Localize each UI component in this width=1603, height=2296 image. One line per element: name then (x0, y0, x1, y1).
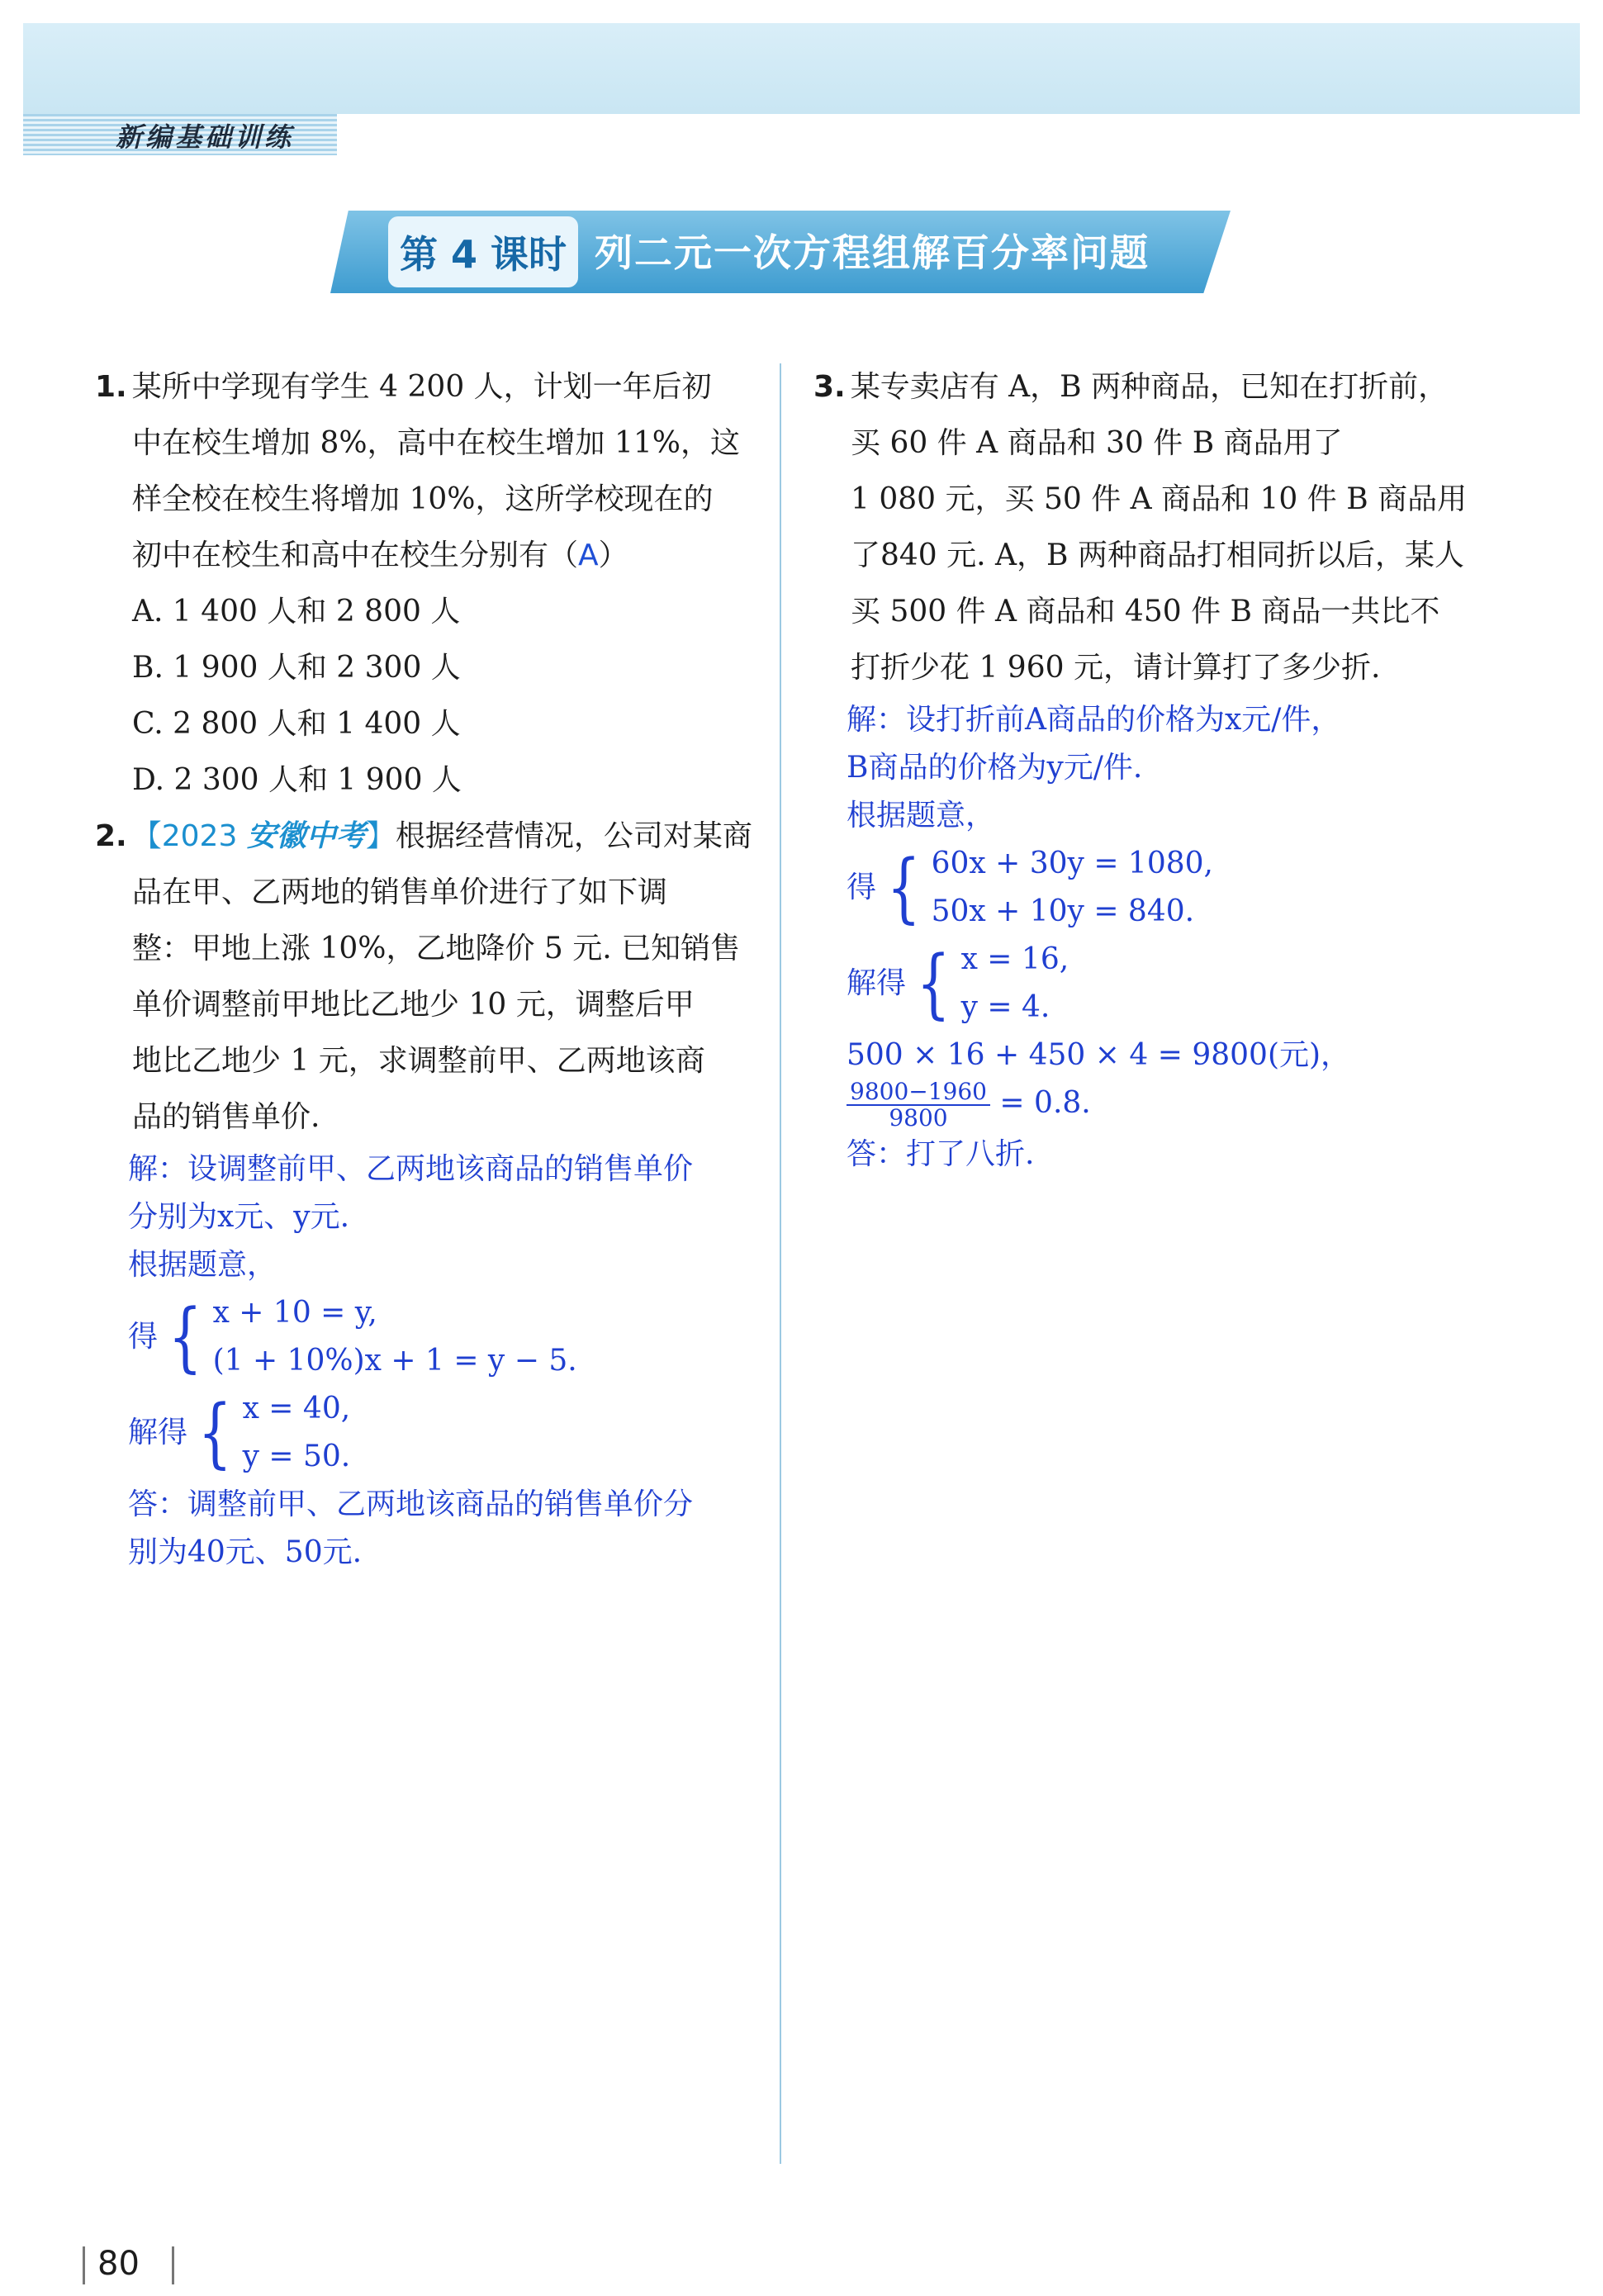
question-2-line: 整：甲地上涨 10%，乙地降价 5 元. 已知销售 (132, 932, 741, 965)
fraction-denominator: 9800 (889, 1104, 948, 1131)
question-2-line: 品的销售单价. (132, 1100, 320, 1134)
equation: y = 50. (242, 1440, 351, 1473)
solution-line: 解：设调整前甲、乙两地该商品的销售单价 (128, 1152, 694, 1186)
equation: x + 10 = y, (212, 1296, 377, 1330)
calculation-line: 500 × 16 + 450 × 4 = 9800(元)， (847, 1038, 1351, 1072)
question-2-line: 品在甲、乙两地的销售单价进行了如下调 (132, 875, 668, 909)
solution-system: 解得 { x = 16, y = 4. (847, 936, 1482, 1032)
equation: (1 + 10%)x + 1 = y − 5. (212, 1344, 577, 1378)
equation: x = 40, (242, 1392, 351, 1426)
option-b: B. 1 900 人和 2 300 人 (132, 651, 461, 685)
fraction-numerator: 9800−1960 (847, 1079, 990, 1106)
page-bar-left (83, 2246, 85, 2284)
question-2 (95, 809, 756, 1577)
equation-system: 得 { 60x + 30y = 1080, 50x + 10y = 840. (847, 840, 1482, 936)
option-d: D. 2 300 人和 1 900 人 (132, 763, 462, 797)
question-2-line: 地比乙地少 1 元，求调整前甲、乙两地该商 (132, 1044, 705, 1078)
question-1 (95, 359, 756, 809)
solution-line: B商品的价格为y元/件. (847, 751, 1143, 785)
brace-icon: { (168, 1293, 202, 1381)
equation: 50x + 10y = 840. (931, 894, 1195, 928)
equation: x = 16, (960, 942, 1069, 976)
question-3-line: 3. 某专卖店有 A，B 两种商品，已知在打折前， (813, 370, 1449, 404)
right-column (813, 359, 1482, 1179)
source-tag: 【2023 安徽中考】 (131, 819, 396, 853)
brace-icon: { (916, 939, 951, 1027)
question-number: 2. (95, 819, 127, 853)
lesson-title: 列二元一次方程组解百分率问题 (595, 230, 1150, 275)
question-number: 1. (95, 370, 127, 404)
brace-icon: { (886, 843, 921, 932)
answer-line: 答：调整前甲、乙两地该商品的销售单价分 (128, 1487, 694, 1521)
page-number: 80 (97, 2245, 140, 2283)
equation: 60x + 30y = 1080, (931, 847, 1213, 880)
question-3-line: 了840 元. A，B 两种商品打相同折以后，某人 (851, 538, 1464, 572)
brace-icon: { (197, 1388, 232, 1477)
answer-choice: A (578, 538, 599, 572)
question-number: 3. (813, 370, 846, 404)
question-2-line: 2. 【2023 安徽中考】根据经营情况，公司对某商 (95, 819, 752, 853)
fraction (847, 1079, 990, 1131)
question-1-line: 1. 某所中学现有学生 4 200 人，计划一年后初 (95, 370, 712, 404)
option-a: A. 1 400 人和 2 800 人 (132, 595, 461, 629)
solution-line: 分别为x元、y元. (128, 1200, 350, 1234)
lesson-label: 第 4 课时 (388, 216, 578, 287)
question-1-line: 中在校生增加 8%，高中在校生增加 11%，这 (132, 426, 741, 460)
equation: y = 4. (960, 990, 1050, 1024)
solution-line: 根据题意， (847, 799, 996, 833)
question-1-line: 样全校在校生将增加 10%，这所学校现在的 (132, 482, 714, 516)
question-2-line: 单价调整前甲地比乙地少 10 元，调整后甲 (132, 988, 695, 1022)
question-3-line: 1 080 元，买 50 件 A 商品和 10 件 B 商品用 (851, 482, 1468, 516)
header-band (23, 23, 1580, 114)
answer-line: 别为40元、50元. (128, 1535, 363, 1569)
series-label: 新编基础训练 (116, 121, 295, 153)
left-column (95, 359, 756, 1577)
question-3-line: 买 60 件 A 商品和 30 件 B 商品用了 (851, 426, 1343, 460)
solution-line: 解：设打折前A商品的价格为x元/件， (847, 703, 1341, 737)
question-1-line: 初中在校生和高中在校生分别有（A） (132, 538, 628, 572)
column-divider (780, 363, 781, 2164)
question-3-line: 买 500 件 A 商品和 450 件 B 商品一共比不 (851, 595, 1440, 629)
solution-system: 解得 { x = 40, y = 50. (128, 1385, 756, 1481)
option-c: C. 2 800 人和 1 400 人 (132, 707, 461, 741)
question-3 (813, 359, 1482, 1179)
solution-3 (813, 696, 1482, 1179)
page-bar-right (172, 2246, 174, 2284)
fraction-line: $\frac{9800-1960}{9800}$ = 0.8. (847, 1079, 1482, 1131)
solution-line: 根据题意， (128, 1248, 277, 1282)
solution-2 (95, 1146, 756, 1577)
question-3-line: 打折少花 1 960 元，请计算打了多少折. (851, 651, 1381, 685)
answer-line: 答：打了八折. (847, 1137, 1035, 1171)
equation-system: 得 { x + 10 = y, (1 + 10%)x + 1 = y − 5. (128, 1289, 756, 1385)
